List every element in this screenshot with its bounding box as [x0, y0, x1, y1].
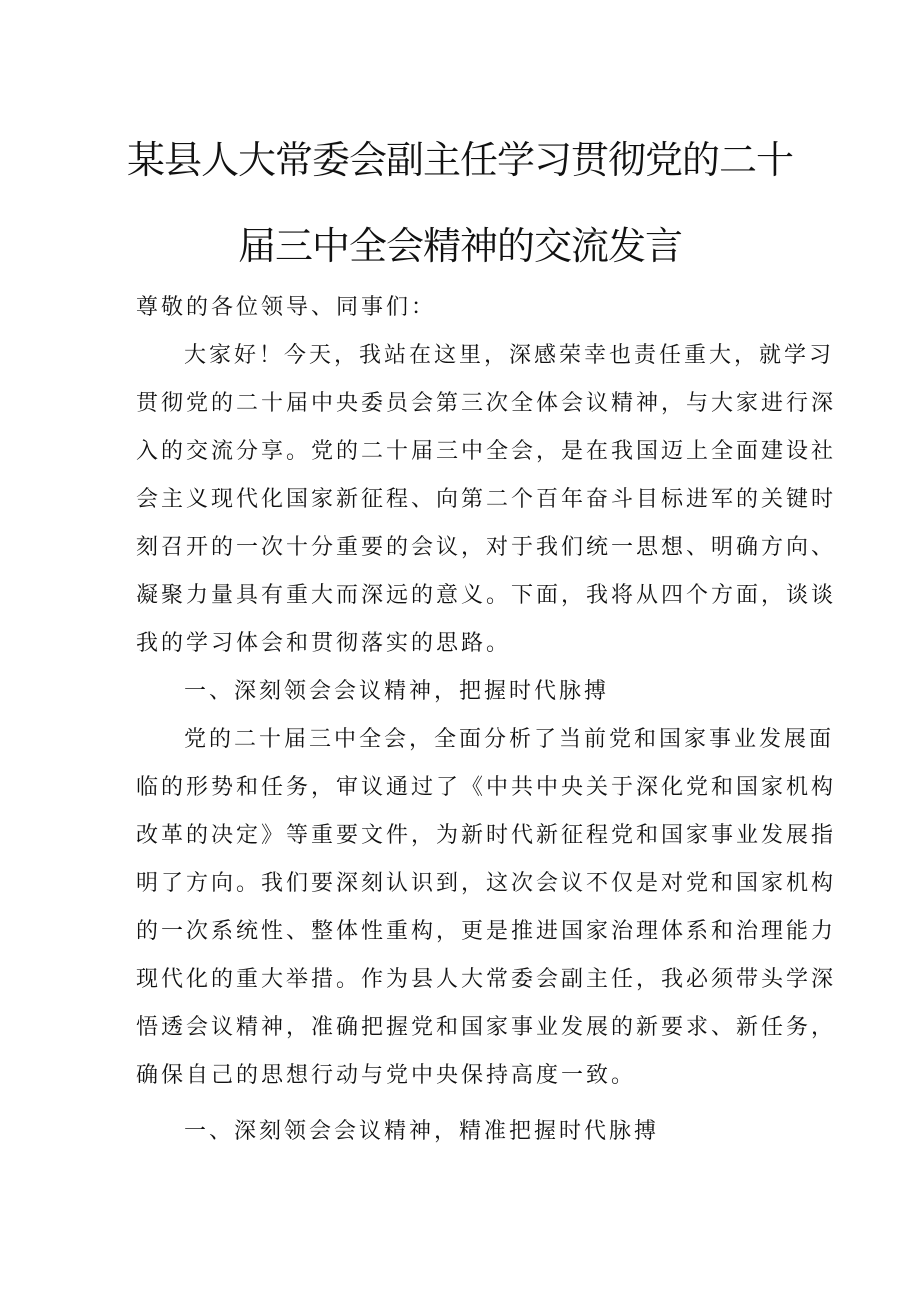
paragraph-opening	[136, 332, 837, 668]
document-title-line-1: 某县人大常委会副主任学习贯彻党的二十	[126, 138, 793, 182]
paragraph-line: 临的形势和任务，审议通过了《中共中央关于深化党和国家机构	[136, 775, 837, 800]
section-heading-text: 一、深刻领会会议精神，把握时代脉搏	[184, 679, 610, 704]
paragraph-section-1	[136, 716, 837, 1100]
paragraph-line: 悟透会议精神，准确把握党和国家事业发展的新要求、新任务，	[136, 1015, 837, 1040]
paragraph-line: 贯彻党的二十届中央委员会第三次全体会议精神，与大家进行深	[136, 391, 837, 416]
paragraph-line: 我的学习体会和贯彻落实的思路。	[136, 631, 512, 656]
paragraph-line: 明了方向。我们要深刻认识到，这次会议不仅是对党和国家机构	[136, 871, 837, 896]
paragraph-line: 确保自己的思想行动与党中央保持高度一致。	[136, 1063, 637, 1088]
section-heading-1	[136, 668, 786, 716]
section-heading-2	[136, 1108, 786, 1156]
paragraph-line: 大家好！今天，我站在这里，深感荣幸也责任重大，就学习	[184, 343, 835, 368]
paragraph-line: 会主义现代化国家新征程、向第二个百年奋斗目标进军的关键时	[136, 487, 837, 512]
paragraph-line: 凝聚力量具有重大而深远的意义。下面，我将从四个方面，谈谈	[136, 583, 837, 608]
paragraph-line: 改革的决定》等重要文件，为新时代新征程党和国家事业发展指	[136, 823, 837, 848]
paragraph-line: 的一次系统性、整体性重构，更是推进国家治理体系和治理能力	[136, 919, 837, 944]
greeting: 尊敬的各位领导、同事们：	[136, 295, 437, 320]
document-title-line-2: 届三中全会精神的交流发言	[237, 224, 682, 268]
section-heading-text: 一、深刻领会会议精神，精准把握时代脉搏	[184, 1119, 660, 1144]
paragraph-line: 党的二十届三中全会，全面分析了当前党和国家事业发展面	[184, 727, 835, 752]
paragraph-line: 入的交流分享。党的二十届三中全会，是在我国迈上全面建设社	[136, 439, 837, 464]
paragraph-line: 刻召开的一次十分重要的会议，对于我们统一思想、明确方向、	[136, 535, 837, 560]
paragraph-line: 现代化的重大举措。作为县人大常委会副主任，我必须带头学深	[136, 967, 837, 992]
